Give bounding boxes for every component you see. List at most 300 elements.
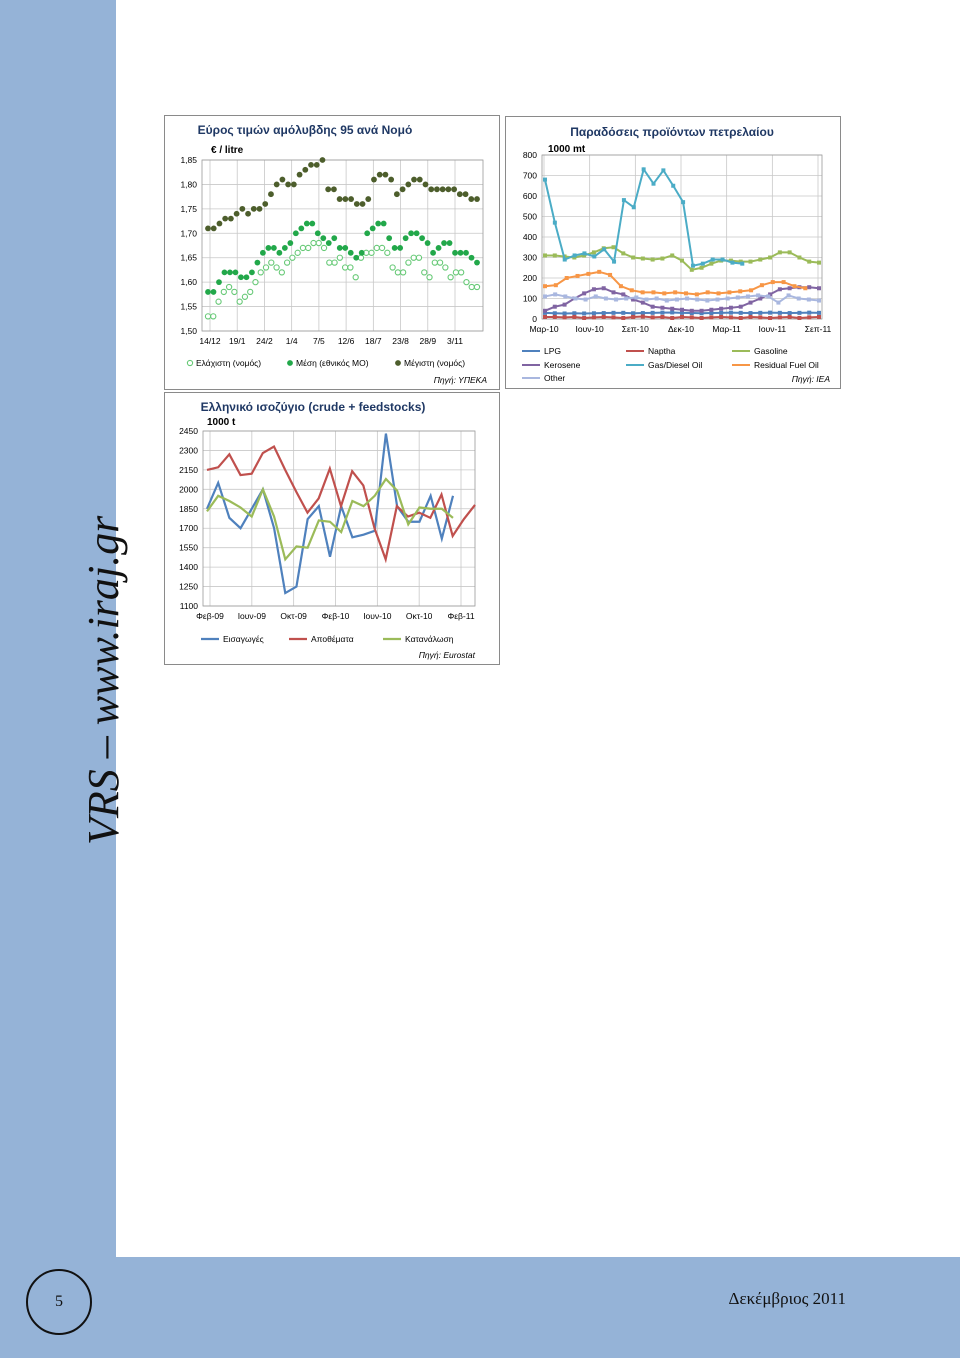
y-tick-label: 300 <box>522 252 537 263</box>
data-point <box>670 253 674 257</box>
data-point-max <box>297 172 303 178</box>
data-point-avg <box>370 226 376 232</box>
data-point-max <box>468 196 474 202</box>
data-point-avg <box>260 250 266 256</box>
y-tick-label: 2000 <box>179 484 198 495</box>
data-point <box>592 254 596 258</box>
data-point-max <box>348 196 354 202</box>
data-point <box>758 311 762 315</box>
data-point <box>680 315 684 319</box>
page-number <box>26 1269 92 1335</box>
data-point <box>671 184 675 188</box>
data-point <box>681 200 685 204</box>
data-point <box>641 257 645 261</box>
data-point-min <box>469 284 474 289</box>
data-point-avg <box>463 250 469 256</box>
legend-marker <box>287 360 293 366</box>
chart-source: Πηγή: ΥΠΕΚΑ <box>433 375 487 385</box>
data-point <box>685 297 689 301</box>
data-point <box>749 311 753 315</box>
data-point-avg <box>452 250 458 256</box>
data-point-avg <box>414 230 420 236</box>
data-point-avg <box>216 279 222 285</box>
data-point <box>736 295 740 299</box>
data-point <box>739 316 743 320</box>
x-tick-label: Φεβ-10 <box>321 611 350 621</box>
data-point <box>709 262 713 266</box>
data-point <box>792 284 796 288</box>
data-point-max <box>423 182 429 188</box>
x-tick-label: 12/6 <box>337 336 355 346</box>
chart-title: Ελληνικό ισοζύγιο (crude + feedstocks) <box>200 400 426 414</box>
data-point-max <box>337 196 343 202</box>
data-point-min <box>401 270 406 275</box>
y-tick-label: 2300 <box>179 445 198 456</box>
legend-label: Gasoline <box>754 346 788 356</box>
x-tick-label: 28/9 <box>419 336 437 346</box>
data-point <box>584 298 588 302</box>
y-tick-label: 500 <box>522 211 537 222</box>
data-point-min <box>369 250 374 255</box>
y-tick-label: 1,55 <box>180 301 197 312</box>
data-point <box>797 297 801 301</box>
data-point <box>621 251 625 255</box>
data-point <box>690 315 694 319</box>
data-point <box>597 270 601 274</box>
page-number-text: 5 <box>55 1293 63 1310</box>
data-point-min <box>279 270 284 275</box>
data-point-min <box>416 255 421 260</box>
x-tick-label: Φεβ-09 <box>196 611 224 621</box>
legend-marker <box>395 360 401 366</box>
data-point-min <box>453 270 458 275</box>
data-point <box>582 251 586 255</box>
data-point <box>803 286 807 290</box>
data-point <box>602 247 606 251</box>
data-point <box>553 315 557 319</box>
data-point <box>768 311 772 315</box>
data-point <box>634 295 638 299</box>
data-point <box>641 290 645 294</box>
data-point <box>719 315 723 319</box>
data-point <box>717 291 721 295</box>
data-point-min <box>332 260 337 265</box>
chart-unit: 1000 t <box>207 417 236 428</box>
data-point-min <box>258 270 263 275</box>
x-tick-label: 1/4 <box>285 336 298 346</box>
data-point-max <box>434 186 440 192</box>
data-point-max <box>360 201 366 207</box>
data-point-max <box>400 186 406 192</box>
data-point-avg <box>408 230 414 236</box>
data-point <box>543 315 547 319</box>
data-point <box>660 306 664 310</box>
data-point-min <box>337 255 342 260</box>
data-point <box>660 315 664 319</box>
chart-title: Παραδόσεις προϊόντων πετρελαίου <box>570 125 774 139</box>
legend-label: Ελάχιστη (νομός) <box>196 358 262 368</box>
data-point-max <box>314 162 320 168</box>
data-point-avg <box>430 250 436 256</box>
y-tick-label: 1,60 <box>180 277 197 288</box>
y-tick-label: 800 <box>522 150 537 160</box>
data-point <box>612 311 616 315</box>
data-point-max <box>217 221 223 227</box>
data-point-avg <box>348 250 354 256</box>
data-point-min <box>316 240 321 245</box>
data-point-max <box>331 186 337 192</box>
y-tick-label: 100 <box>522 293 537 304</box>
y-tick-label: 400 <box>522 232 537 242</box>
data-point <box>563 311 567 315</box>
y-tick-label: 1,70 <box>180 228 197 239</box>
y-tick-label: 2150 <box>179 464 198 475</box>
data-point <box>670 310 674 314</box>
y-tick-label: 1250 <box>179 581 198 592</box>
data-point <box>760 283 764 287</box>
data-point <box>680 308 684 312</box>
data-point-min <box>295 250 300 255</box>
legend-label: Μέγιστη (νομός) <box>404 358 466 368</box>
data-point <box>662 291 666 295</box>
data-point <box>612 245 616 249</box>
x-tick-label: 3/11 <box>447 336 463 346</box>
data-point-avg <box>458 250 464 256</box>
data-point <box>631 315 635 319</box>
data-point-avg <box>205 289 211 295</box>
data-point <box>641 315 645 319</box>
x-tick-label: Σεπ-10 <box>621 324 649 334</box>
data-point-max <box>354 201 360 207</box>
data-point <box>788 250 792 254</box>
data-point <box>651 305 655 309</box>
data-point-min <box>358 255 363 260</box>
data-point <box>563 315 567 319</box>
data-point-max <box>377 172 383 178</box>
data-point <box>543 309 547 313</box>
data-point <box>630 288 634 292</box>
data-point <box>719 311 723 315</box>
data-point-min <box>237 299 242 304</box>
data-point <box>817 261 821 265</box>
data-point <box>563 294 567 298</box>
data-point <box>711 258 715 262</box>
data-point-max <box>428 186 434 192</box>
data-point <box>592 315 596 319</box>
data-point <box>807 285 811 289</box>
legend-label: Kerosene <box>544 360 581 370</box>
data-point-avg <box>425 240 431 246</box>
data-point <box>817 315 821 319</box>
data-point <box>621 292 625 296</box>
data-point <box>563 258 567 262</box>
data-point <box>788 315 792 319</box>
data-point-max <box>251 206 257 212</box>
data-point <box>641 301 645 305</box>
data-point <box>651 290 655 294</box>
x-tick-label: Μαρ-10 <box>529 324 559 334</box>
data-point-min <box>464 280 469 285</box>
data-point <box>730 261 734 265</box>
data-point-min <box>448 275 453 280</box>
data-point-avg <box>353 255 359 261</box>
data-point-avg <box>337 245 343 251</box>
x-tick-label: 14/12 <box>199 336 221 346</box>
data-point-max <box>211 226 217 232</box>
chart-greek-crude-balance <box>164 392 500 665</box>
data-point <box>729 306 733 310</box>
data-point <box>670 316 674 320</box>
data-point <box>756 293 760 297</box>
data-point-avg <box>222 269 228 275</box>
data-point-min <box>263 265 268 270</box>
y-tick-label: 1550 <box>179 542 198 553</box>
x-tick-label: Οκτ-10 <box>405 611 433 621</box>
data-point-min <box>443 265 448 270</box>
data-point-avg <box>419 235 425 241</box>
legend-label: Εισαγωγές <box>223 634 264 644</box>
data-point <box>729 311 733 315</box>
data-point <box>680 259 684 263</box>
chart-unit: € / litre <box>211 145 244 156</box>
x-tick-label: 7/5 <box>312 336 325 346</box>
data-point-min <box>348 265 353 270</box>
data-point-min <box>232 289 237 294</box>
data-point <box>543 178 547 182</box>
data-point-min <box>221 289 226 294</box>
data-point-max <box>320 157 326 163</box>
data-point-min <box>290 255 295 260</box>
data-point <box>631 311 635 315</box>
chart-2-svg <box>506 117 840 388</box>
data-point-max <box>417 177 423 183</box>
data-point <box>778 315 782 319</box>
x-tick-label: Οκτ-09 <box>280 611 307 621</box>
data-point-min <box>242 294 247 299</box>
data-point-max <box>371 177 377 183</box>
data-point <box>592 250 596 254</box>
data-point <box>665 299 669 303</box>
data-point-max <box>302 167 308 173</box>
x-tick-label: 18/7 <box>365 336 382 346</box>
data-point-avg <box>469 255 475 261</box>
series-line-αποθέματα <box>207 447 475 560</box>
data-point <box>738 289 742 293</box>
chart-1-svg <box>165 116 499 389</box>
data-point <box>612 315 616 319</box>
data-point <box>778 311 782 315</box>
data-point <box>817 311 821 315</box>
data-point-max <box>239 206 245 212</box>
data-point <box>573 297 577 301</box>
side-title: VRS – www.iraj.gr <box>79 515 128 845</box>
data-point-avg <box>227 269 233 275</box>
data-point <box>621 311 625 315</box>
data-point-min <box>374 245 379 250</box>
x-tick-label: 23/8 <box>392 336 409 346</box>
footer-date: Δεκέμβριος 2011 <box>728 1289 846 1308</box>
data-point-avg <box>386 235 392 241</box>
data-point <box>641 311 645 315</box>
x-tick-label: Δεκ-10 <box>667 324 695 334</box>
data-point <box>709 308 713 312</box>
legend-label: Naptha <box>648 346 676 356</box>
data-point <box>695 292 699 296</box>
data-point <box>771 280 775 284</box>
data-point-min <box>285 260 290 265</box>
data-point <box>700 266 704 270</box>
x-tick-label: Ιουν-10 <box>363 611 392 621</box>
data-point <box>651 258 655 262</box>
y-tick-label: 1700 <box>179 523 198 534</box>
data-point-min <box>253 280 258 285</box>
data-point-min <box>437 260 442 265</box>
data-point <box>592 287 596 291</box>
data-point <box>582 311 586 315</box>
series-line-gas-diesel-oil <box>545 169 742 265</box>
chart-petroleum-deliveries <box>505 116 841 389</box>
data-point <box>573 253 577 257</box>
data-point-max <box>451 186 457 192</box>
data-point <box>749 288 753 292</box>
data-point-avg <box>342 245 348 251</box>
data-point <box>660 311 664 315</box>
data-point-max <box>205 226 211 232</box>
data-point-avg <box>309 221 315 227</box>
data-point-max <box>285 182 291 188</box>
plot-area <box>202 160 483 331</box>
data-point <box>651 311 655 315</box>
data-point <box>604 297 608 301</box>
data-point <box>727 290 731 294</box>
data-point-avg <box>441 240 447 246</box>
data-point-avg <box>249 269 255 275</box>
data-point <box>565 276 569 280</box>
data-point <box>740 262 744 266</box>
data-point <box>553 311 557 315</box>
data-point-min <box>226 284 231 289</box>
data-point <box>612 290 616 294</box>
data-point <box>701 262 705 266</box>
data-point <box>797 316 801 320</box>
data-point-max <box>474 196 480 202</box>
data-point <box>797 256 801 260</box>
data-point <box>602 311 606 315</box>
data-point <box>642 167 646 171</box>
data-point <box>572 315 576 319</box>
y-tick-label: 1,80 <box>180 179 197 190</box>
chart-3-svg <box>165 393 499 664</box>
data-point-avg <box>359 250 365 256</box>
x-tick-label: 24/2 <box>256 336 273 346</box>
data-point-min <box>353 275 358 280</box>
y-tick-label: 1,85 <box>180 155 197 165</box>
data-point <box>543 253 547 257</box>
data-point <box>612 260 616 264</box>
data-point-avg <box>397 245 403 251</box>
data-point <box>684 291 688 295</box>
data-point-min <box>269 260 274 265</box>
data-point <box>652 182 656 186</box>
data-point <box>631 256 635 260</box>
data-point <box>622 198 626 202</box>
y-tick-label: 1850 <box>179 503 198 514</box>
data-point <box>602 286 606 290</box>
data-point <box>739 311 743 315</box>
data-point-avg <box>315 230 321 236</box>
data-point <box>675 298 679 302</box>
data-point <box>644 298 648 302</box>
data-point <box>768 256 772 260</box>
data-point-max <box>365 196 371 202</box>
data-point <box>700 316 704 320</box>
data-point <box>621 316 625 320</box>
data-point <box>582 291 586 295</box>
data-point-avg <box>276 250 282 256</box>
data-point <box>632 205 636 209</box>
data-point <box>602 315 606 319</box>
data-point <box>690 268 694 272</box>
data-point <box>705 299 709 303</box>
data-point-avg <box>255 260 261 266</box>
data-point-min <box>300 245 305 250</box>
legend-label: Αποθέματα <box>311 634 354 644</box>
data-point-min <box>411 255 416 260</box>
data-point <box>788 286 792 290</box>
data-point-max <box>325 186 331 192</box>
data-point-min <box>406 260 411 265</box>
chart-source: Πηγή: Eurostat <box>418 650 475 660</box>
data-point-max <box>342 196 348 202</box>
data-point-max <box>245 211 251 217</box>
data-point-min <box>343 265 348 270</box>
data-point-min <box>321 245 326 250</box>
data-point <box>661 168 665 172</box>
data-point <box>608 273 612 277</box>
data-point <box>582 316 586 320</box>
data-point-min <box>248 289 253 294</box>
y-tick-label: 0 <box>532 314 537 324</box>
data-point <box>690 309 694 313</box>
data-point-avg <box>364 230 370 236</box>
legend-label: LPG <box>544 346 562 356</box>
data-point <box>673 290 677 294</box>
data-point <box>758 258 762 262</box>
data-point-max <box>445 186 451 192</box>
data-point-min <box>327 260 332 265</box>
data-point <box>716 298 720 302</box>
data-point-avg <box>265 245 271 251</box>
data-point-min <box>205 314 210 319</box>
data-point <box>706 290 710 294</box>
chart-source: Πηγή: IEA <box>791 374 830 384</box>
data-point-max <box>383 172 389 178</box>
data-point-min <box>474 284 479 289</box>
data-point <box>807 315 811 319</box>
data-point <box>749 260 753 264</box>
data-point <box>766 294 770 298</box>
data-point-avg <box>244 274 250 280</box>
data-point <box>614 298 618 302</box>
data-point <box>721 258 725 262</box>
x-tick-label: Ιουν-09 <box>237 611 266 621</box>
data-point <box>691 264 695 268</box>
y-tick-label: 1,65 <box>180 252 197 263</box>
data-point <box>768 316 772 320</box>
data-point-min <box>211 314 216 319</box>
data-point <box>576 274 580 278</box>
data-point-min <box>274 265 279 270</box>
